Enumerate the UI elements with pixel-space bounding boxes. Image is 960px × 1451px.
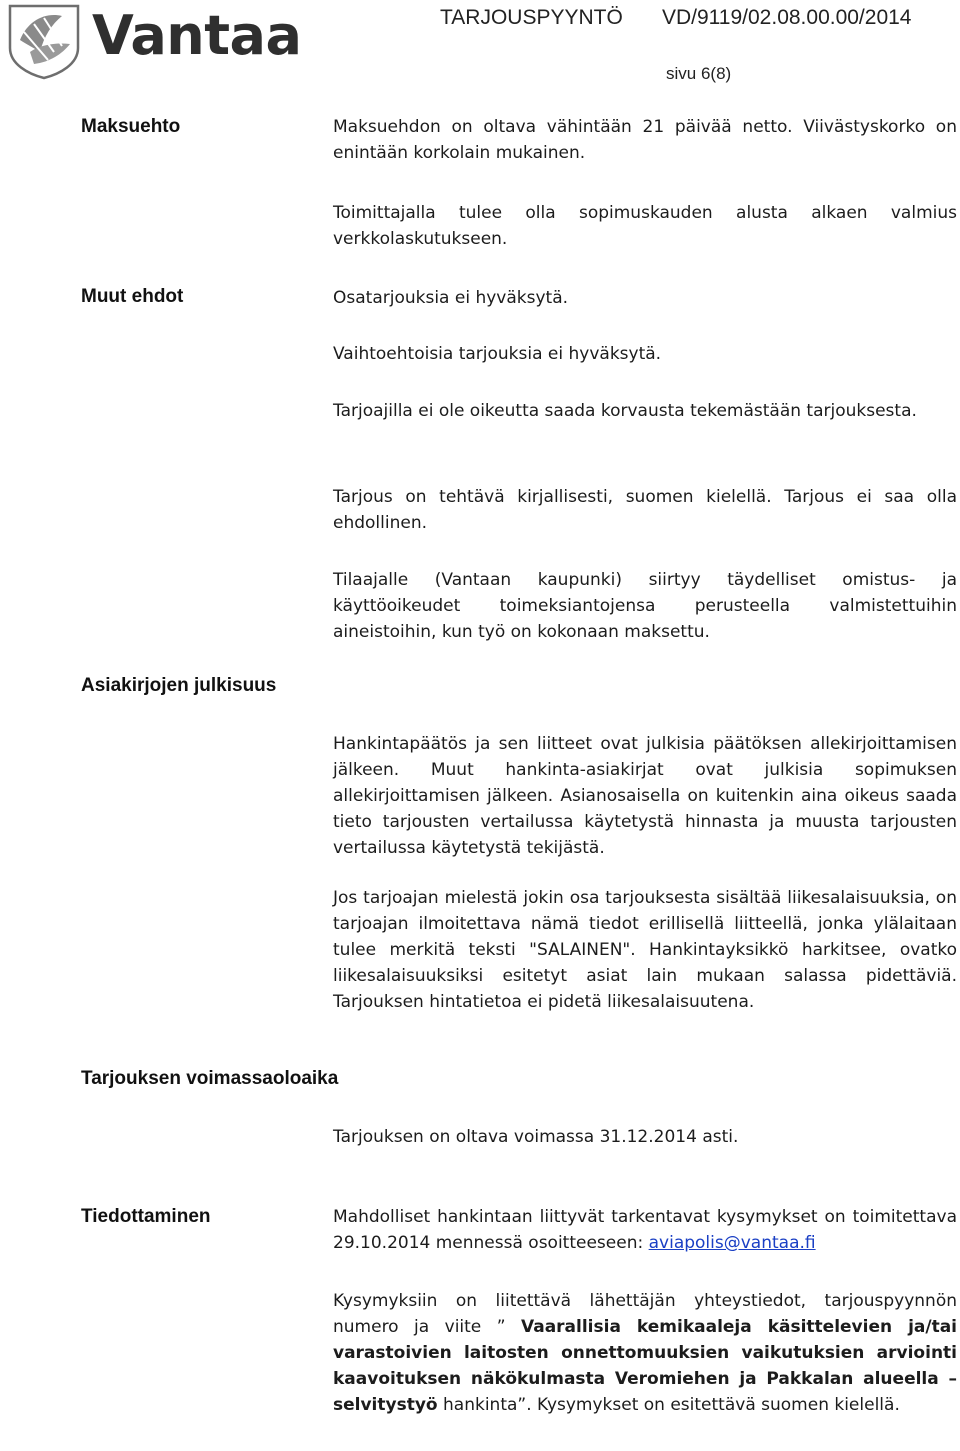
- tiedottaminen-p2-prefix: Kysymyksiin on liitettävä lähettäjän yhteystiedot, tarjouspyynnön numero ja viite: [333, 1291, 957, 1337]
- section-label-maksuehto: Maksuehto: [81, 116, 181, 137]
- muut-ehdot-paragraph-3: Tarjoajilla ei ole oikeutta saada korvausta tekemästään tarjouksesta.: [333, 401, 917, 421]
- vantaa-coat-of-arms-logo: [4, 2, 84, 80]
- document-reference: VD/9119/02.08.00.00/2014: [662, 6, 912, 29]
- muut-ehdot-paragraph-2: Vaihtoehtoisia tarjouksia ei hyväksytä.: [333, 344, 662, 364]
- julkisuus-paragraph-1: Hankintapäätös ja sen liitteet ovat julkisia päätöksen allekirjoittamisen jälkeen. Muut hankinta-asiakirjat ovat julkisia sopimuksen allekirjoittamisen jälkeen. Asianosaisella on kuitenkin aina oikeus saada tieto tarjousten vertailussa käytetystä hinnasta ja muusta tarjousten vertailussa käytetystä tekijästä.: [333, 734, 957, 858]
- maksuehto-paragraph-1: Maksuehdon on oltava vähintään 21 päivää netto. Viivästyskorko on enintään korkolain mukainen.: [333, 117, 957, 163]
- reference-title-part-a: Vaarallisia kemikaaleja käsittelevien ja/tai varastoivien laitosten onnettomuuksien vaikutuksien arviointi kaavoituksen näkökulmasta Veromiehen ja Pakkalan alueella: [333, 1317, 957, 1389]
- maksuehto-paragraph-2: Toimittajalla tulee olla sopimuskauden alusta alkaen valmius verkkolaskutukseen.: [333, 203, 957, 249]
- muut-ehdot-paragraph-1: Osatarjouksia ei hyväksytä.: [333, 288, 569, 308]
- muut-ehdot-paragraph-5: Tilaajalle (Vantaan kaupunki) siirtyy täydelliset omistus- ja käyttöoikeudet toimeksiantojensa perusteella valmistettuihin aineistoihin, kun työ on kokonaan maksettu.: [333, 570, 957, 642]
- tiedottaminen-p1-text: Mahdolliset hankintaan liittyvät tarkentavat kysymykset on toimitettava 29.10.2014 mennessä osoitteeseen:: [333, 1207, 957, 1253]
- document-type: TARJOUSPYYNTÖ: [440, 6, 623, 29]
- muut-ehdot-paragraph-4: Tarjous on tehtävä kirjallisesti, suomen kielellä. Tarjous ei saa olla ehdollinen.: [333, 487, 957, 533]
- tiedottaminen-paragraph-1: [333, 1204, 957, 1256]
- section-label-tiedottaminen: Tiedottaminen: [81, 1206, 211, 1227]
- section-label-muut-ehdot: Muut ehdot: [81, 286, 184, 307]
- julkisuus-paragraph-2: Jos tarjoajan mielestä jokin osa tarjouksesta sisältää liikesalaisuuksia, on tarjoajan ilmoitettava nämä tiedot erillisellä liitteellä, jonka ylälaitaan tulee merkitä teksti "SALAINEN". Hankintayksikkö harkitsee, ovatko liikesalaisuuksiksi esitetyt asiat lain mukaan salassa pidettäviä. Tarjouksen hintatietoa ei pidetä liikesalaisuutena.: [333, 888, 957, 1012]
- tiedottaminen-p2-mid: hankinta: [437, 1395, 518, 1415]
- tiedottaminen-paragraph-2: Kysymyksiin on liitettävä lähettäjän yhteystiedot, tarjouspyynnön numero ja viite ” Vaarallisia kemikaaleja käsittelevien ja/tai varastoivien laitosten onnettomuuksien vaikutuksien arviointi kaavoituksen näkökulmasta Veromiehen ja Pakkalan alueella –selvitystyö hankinta”. Kysymykset on esitettävä suomen kielellä.: [333, 1291, 957, 1415]
- section-label-tarjouksen-voimassaoloaika: Tarjouksen voimassaoloaika: [81, 1068, 339, 1089]
- brand-wordmark: Vantaa: [92, 4, 302, 67]
- email-link[interactable]: aviapolis@vantaa.fi: [648, 1233, 816, 1253]
- reference-dash: –: [948, 1369, 957, 1389]
- page-number: sivu 6(8): [666, 64, 732, 83]
- reference-title-part-b: selvitystyö: [333, 1395, 438, 1415]
- section-label-asiakirjojen-julkisuus: Asiakirjojen julkisuus: [81, 675, 277, 696]
- voimassaolo-paragraph: Tarjouksen on oltava voimassa 31.12.2014 asti.: [333, 1127, 739, 1147]
- tiedottaminen-p2-suffix: . Kysymykset on esitettävä suomen kielellä.: [526, 1395, 900, 1415]
